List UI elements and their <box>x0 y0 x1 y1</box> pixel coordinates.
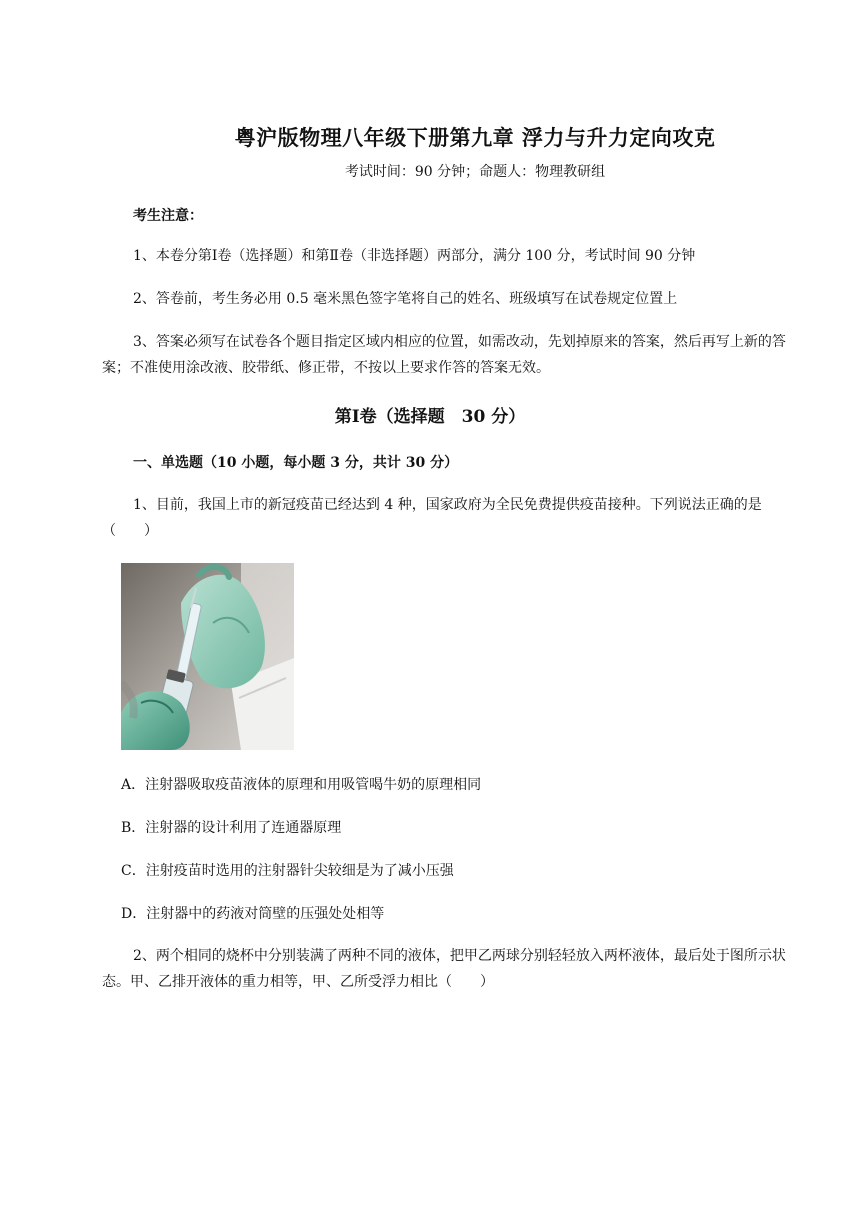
notice-item-1: 1、本卷分第Ⅰ卷（选择题）和第Ⅱ卷（非选择题）两部分，满分 100 分，考试时间 90 分钟 <box>133 248 696 264</box>
question-1-option-b: B．注射器的设计利用了连通器原理 <box>121 820 342 836</box>
exam-info: 考试时间：90 分钟；命题人：物理教研组 <box>344 164 606 180</box>
question-1-option-d: D．注射器中的药液对筒壁的压强处处相等 <box>121 906 385 922</box>
notice-heading: 考生注意： <box>133 208 203 224</box>
part-heading: 一、单选题（10 小题，每小题 3 分，共计 30 分） <box>133 455 459 471</box>
vaccine-syringe-photo <box>121 563 294 750</box>
question-2-stem: 2、两个相同的烧杯中分别装满了两种不同的液体，把甲乙两球分别轻轻放入两杯液体，最后处于图所示状态。甲、乙排开液体的重力相等，甲、乙所受浮力相比（ ） <box>102 948 786 990</box>
page-title: 粤沪版物理八年级下册第九章 浮力与升力定向攻克 <box>234 125 716 150</box>
question-1-option-a: A．注射器吸取疫苗液体的原理和用吸管喝牛奶的原理相同 <box>121 777 482 793</box>
section-title: 第Ⅰ卷（选择题 30 分） <box>334 407 526 427</box>
question-1-option-c: C．注射疫苗时选用的注射器针尖较细是为了减小压强 <box>121 863 454 879</box>
notice-item-2: 2、答卷前，考生务必用 0.5 毫米黑色签字笔将自己的姓名、班级填写在试卷规定位置上 <box>133 291 678 307</box>
notice-item-3: 3、答案必须写在试卷各个题目指定区域内相应的位置，如需改动，先划掉原来的答案，然后再写上新的答案；不准使用涂改液、胶带纸、修正带，不按以上要求作答的答案无效。 <box>102 334 786 376</box>
question-1-stem: 1、目前，我国上市的新冠疫苗已经达到 4 种，国家政府为全民免费提供疫苗接种。下列说法正确的是（ ） <box>102 497 762 539</box>
